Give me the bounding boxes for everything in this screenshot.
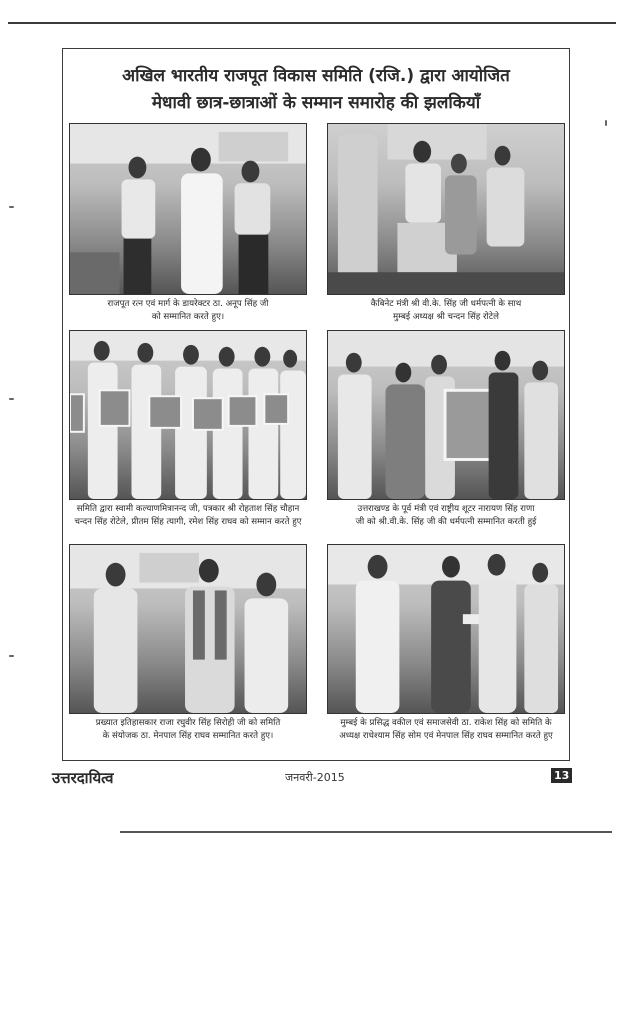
photo-5-caption: प्रख्यात इतिहासकार राजा रघुवीर सिंह सिरोही जी को समिति के संयोजक ठा. मेनपाल सिंह राघव सम्मानित करते हुए। <box>95 718 281 741</box>
photo-1-caption: राजपूत रत्न एवं मार्ग के डायरेक्टर ठा. अनूप सिंह जी को सम्मानित करते हुए। <box>107 299 269 322</box>
scan-speck <box>9 206 14 208</box>
photo-6 <box>327 544 565 714</box>
bottom-rule <box>120 831 612 833</box>
scan-speck <box>605 120 607 126</box>
top-rule <box>8 22 616 24</box>
scan-speck <box>9 398 14 400</box>
photo-4 <box>327 330 565 500</box>
headline-line-1: अखिल भारतीय राजपूत विकास समिति (रजि.) द्वारा आयोजित <box>122 66 510 86</box>
scan-speck <box>9 655 14 657</box>
photo-5 <box>69 544 307 714</box>
photo-6-caption: मुम्बई के प्रसिद्ध वकील एवं समाजसेवी ठा. राकेश सिंह को समिति के अध्यक्ष राधेश्याम सिंह सोम एवं मेनपाल सिंह राघव सम्मानित करते हुए <box>339 718 553 741</box>
headline <box>63 63 569 117</box>
page-number: 13 <box>551 768 572 783</box>
issue-date: जनवरी-2015 <box>285 771 345 784</box>
article-frame <box>62 48 570 761</box>
photo-2-caption: कैबिनेट मंत्री श्री वी.के. सिंह जी धर्मपत्नी के साथ मुम्बई अध्यक्ष श्री चन्दन सिंह रोटेले <box>370 299 522 322</box>
photo-1 <box>69 123 307 295</box>
publication-name: उत्तरदायित्व <box>52 769 114 787</box>
photo-2 <box>327 123 565 295</box>
photo-4-caption: उत्तराखण्ड के पूर्व मंत्री एवं राष्ट्रीय शूटर नारायण सिंह राणा जी को श्री.वी.के. सिंह जी की धर्मपत्नी सम्मानित करती हुई <box>355 504 537 527</box>
photo-3-caption: समिति द्वारा स्वामी कल्याणमित्रानन्द जी, पत्रकार श्री रोहताश सिंह चौहान चन्दन सिंह रोटेले, प्रीतम सिंह त्यागी, रमेश सिंह राघव को सम्मान करते हुए <box>74 504 302 527</box>
headline-line-2: मेधावी छात्र-छात्राओं के सम्मान समारोह की झलकियाँ <box>151 93 481 113</box>
photo-3 <box>69 330 307 500</box>
